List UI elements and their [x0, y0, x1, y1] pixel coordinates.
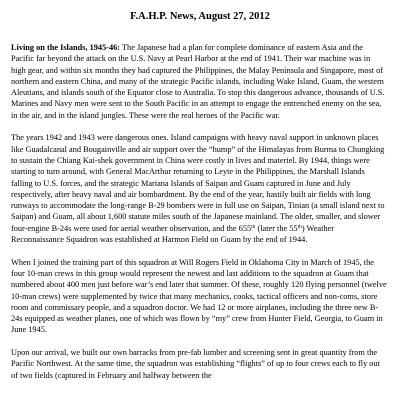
paragraph-joined-squadron [11, 257, 387, 336]
paragraph-text: When I joined the training part of this squadron at Will Rogers Field in Oklahoma City in March of 1945, the four 10-man crews in this group would represent the newest and last additions to the squadron at Guam that numbered about 400 men just before war’s end later that summer. Of these, roughly 120 flying personnel (twelve 10-man crews) were supplemented by twice that many mechanics, cooks, tactical officers and non-coms, store room and commissary people, and a squadron doctor. We had 12 or more airplanes, including the three new B-24s equipped as weather planes, one of which was flown by “my” crew from Hunter Field, Georgia, to Guam in June 1945. [11, 257, 387, 335]
paragraph-text: The years 1942 and 1943 were dangerous ones. Island campaigns with heavy naval support in unknown places like Guadalcanal and Bougainville and air support over the “hump” of the Himalayas from Burma to Chungking to sustain the Chiang Kai-shek government in China were costly in lives and materiel. By 1944, things were starting to turn around, with General MacArthur returning to Leyte in the Philippines, the Marshall Islands falling to U.S. forces, and the strategic Mariana Islands of Saipan and Guam captured in June and July respectively, after heavy naval and air bombardment. By the end of the year, hastily built air fields with long runways to accommodate the long-range B-29 bombers were in full use on Saipan, Tinian (a small island next to Saipan) and Guam, all about 1,600 statute miles south of the Japanese mainland. The older, smaller, and slower four-engine B-24s were used for aerial weather observation, and the 655 [11, 133, 385, 233]
paragraph-lead-heading: Living on the Islands, 1945-46: [11, 43, 121, 52]
paragraph-living-on-islands [11, 42, 387, 121]
paragraph-1942-1943 [11, 132, 387, 245]
ordinal-suffix: th [251, 223, 256, 230]
article-body [11, 42, 387, 392]
paragraph-text: ) Weather Reconnaissance Squadron was established at Harmon Field on Guam by the end of 1944. [11, 223, 334, 245]
document-title: F.A.H.P. News, August 27, 2012 [130, 11, 270, 22]
paragraph-text: The Japanese had a plan for complete dominance of eastern Asia and the Pacific far beyond the attack on the U.S. Navy at Pearl Harbor at the end of 1941. Their war machine was in high gear, and within six months they had captured the Philippines, the Malay Peninsula and Singapore, most of northern and eastern China, and many of the strategic Pacific islands, including Wake Island, Guam, the western Aleutians, and islands south of the Equator close to Australia. To stop this dangerous advance, thousands of U.S. Marines and Navy men were sent to the South Pacific in an attempt to engage the entrenched enemy on the sea, in the air, and in the island jungles. These were the real heroes of the Pacific war. [11, 43, 385, 120]
paragraph-upon-arrival [11, 347, 387, 381]
paragraph-text: (later the 55 [255, 223, 298, 233]
paragraph-text: Upon our arrival, we built our own barracks from pre-fab lumber and screening sent in great quantity from the Pacific Northwest. At the same time, the squadron was establishing “flights” of up to four crews each to fly out of two fields (captured in February and halfway between the [11, 348, 380, 380]
ordinal-suffix: th [297, 223, 302, 230]
